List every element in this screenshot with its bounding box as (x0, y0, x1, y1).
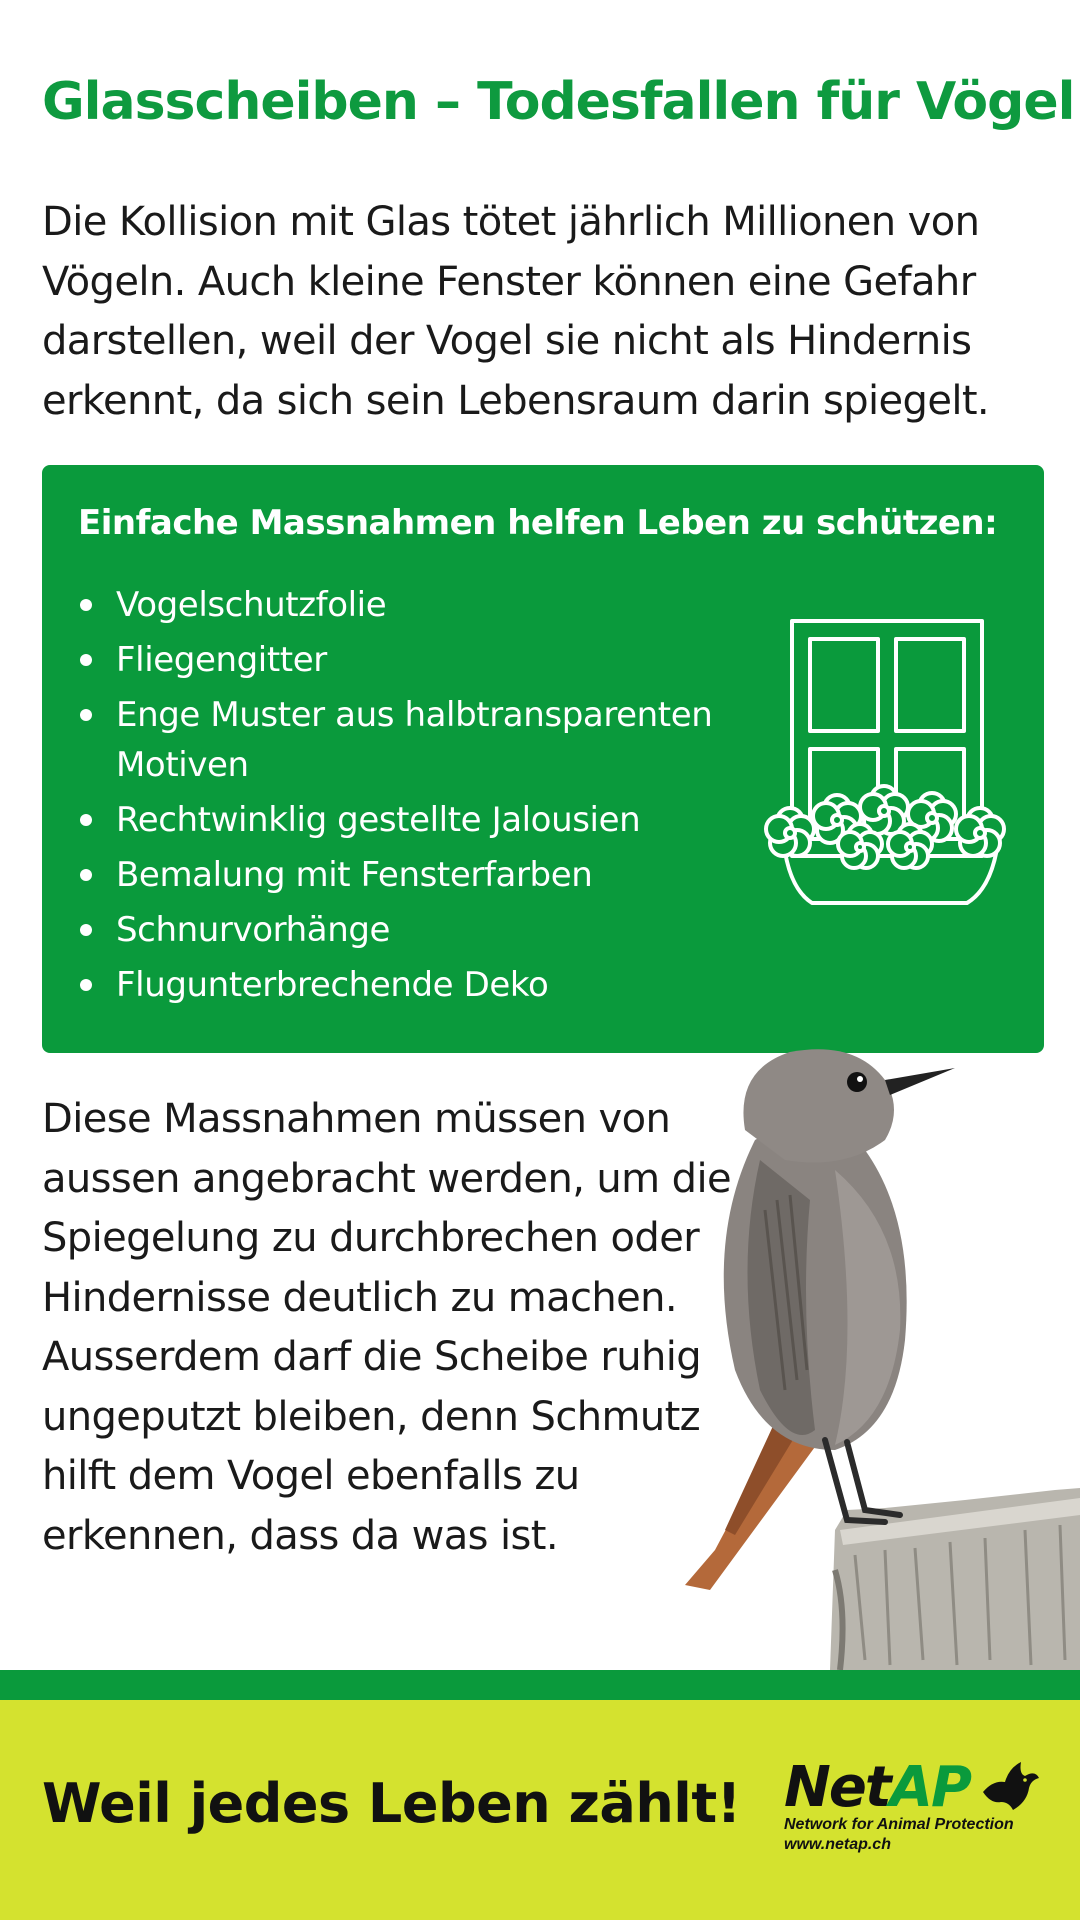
list-item (78, 960, 768, 1010)
netap-logo (784, 1756, 1054, 1866)
list-item (78, 795, 768, 845)
bird-silhouette-icon (979, 1758, 1041, 1814)
list-item (78, 690, 768, 790)
slogan: Weil jedes Leben zählt! (42, 1772, 741, 1835)
list-item-label: Bemalung mit Fensterfarben (116, 855, 593, 895)
bullet-icon (80, 979, 92, 991)
intro-paragraph: Die Kollision mit Glas tötet jährlich Millionen von Vögeln. Auch kleine Fenster können eine Gefahr darstellen, weil der Vogel sie nicht als Hindernis erkennt, da sich sein Lebensraum darin spiegelt. (42, 199, 990, 424)
list-item (78, 635, 768, 685)
bullet-icon (80, 599, 92, 611)
measures-list (78, 580, 768, 1015)
logo-word-net: Net (784, 1755, 890, 1820)
measures-heading: Einfache Massnahmen helfen Leben zu schützen: (78, 503, 998, 543)
list-item-label: Flugunterbrechende Deko (116, 965, 549, 1005)
list-item-label: Rechtwinklig gestellte Jalousien (116, 800, 641, 840)
bullet-icon (80, 654, 92, 666)
list-item-label: Fliegengitter (116, 640, 327, 680)
logo-tagline: Network for Animal Protection (784, 1816, 1014, 1833)
bullet-icon (80, 924, 92, 936)
window-with-flower-box-icon (752, 615, 1022, 915)
logo-wordmark (784, 1756, 970, 1820)
list-item (78, 850, 768, 900)
list-item-label: Schnurvorhänge (116, 910, 391, 950)
list-item (78, 580, 768, 630)
bird-photo (585, 1010, 1080, 1670)
list-item (78, 905, 768, 955)
logo-url: www.netap.ch (784, 1836, 891, 1853)
outro-paragraph: Diese Massnahmen müssen von aussen angebracht werden, um die Spiegelung zu durchbrechen oder Hindernisse deutlich zu machen. Ausserdem darf die Scheibe ruhig ungeputzt bleiben, denn Schmutz hilft dem Vogel ebenfalls zu erkennen, dass da was ist. (42, 1096, 731, 1559)
bullet-icon (80, 869, 92, 881)
page-title: Glasscheiben – Todesfallen für Vögel (42, 72, 1075, 132)
footer-band (0, 1700, 1080, 1920)
list-item-label: Enge Muster aus halbtransparenten Motiven (116, 695, 713, 785)
logo-word-ap: AP (889, 1755, 971, 1820)
footer-stripe (0, 1670, 1080, 1700)
measures-panel (42, 465, 1044, 1053)
bullet-icon (80, 709, 92, 721)
list-item-label: Vogelschutzfolie (116, 585, 387, 625)
bullet-icon (80, 814, 92, 826)
